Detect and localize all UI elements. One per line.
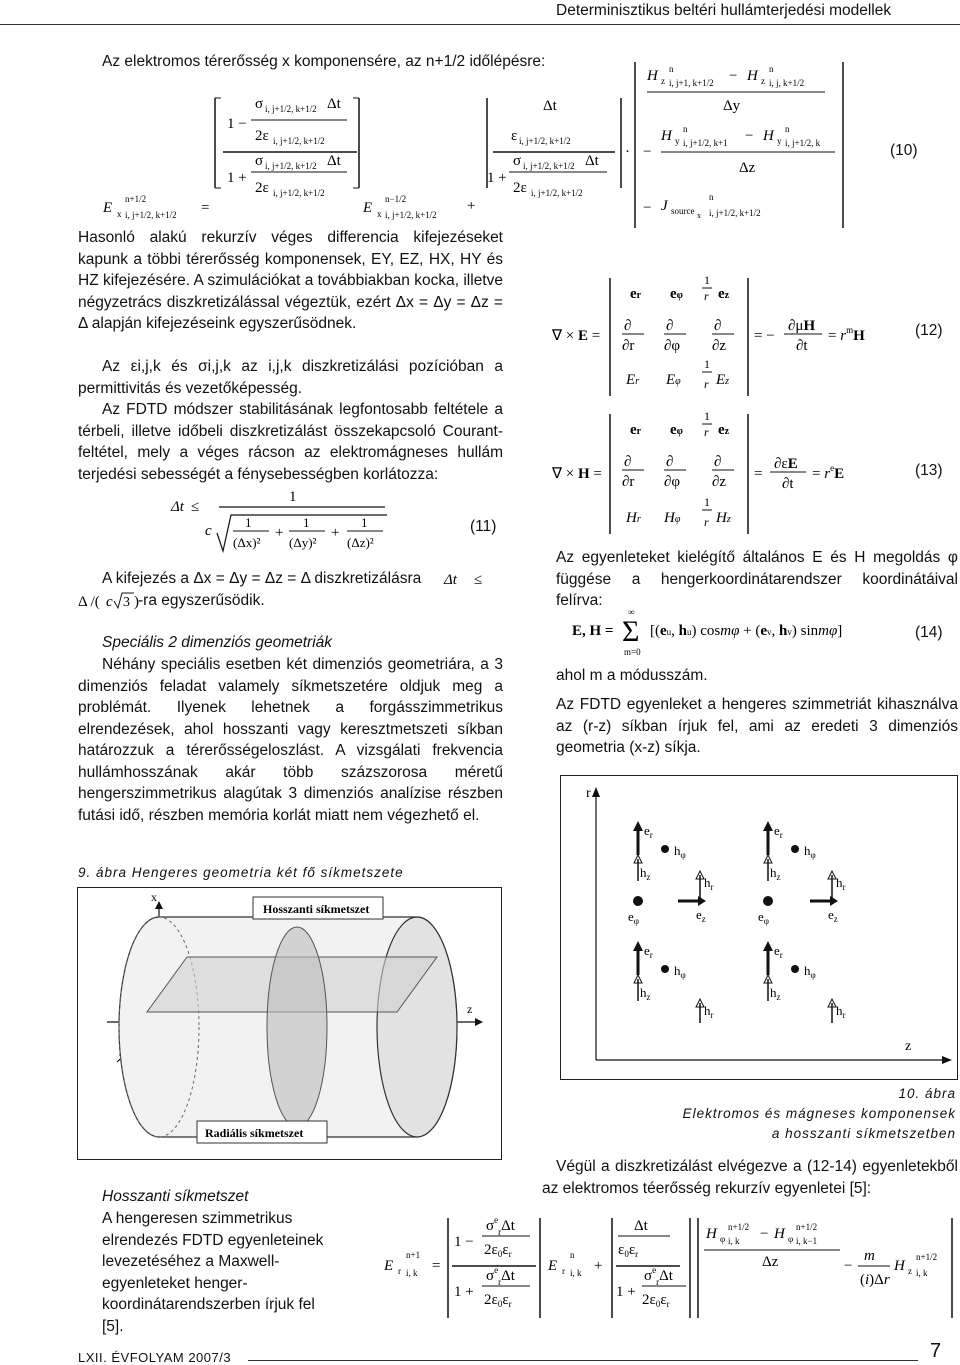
paragraph-5: Néhány speciális esetben két dimenziós geometriára, a 3 dimenziós feladat valamely síkmetszetére oldjuk meg a problémát. Ilyenek lehetnek a forgásszimmetrikus elrendezések, ahol hosszanti vagy keresztmetszeti síkban határozzuk a térerősségeloszlást. A vizsgálati frekvencia hullámhosszának akár több százszorosa méretű hengerszimmetrikus alagútak 3 dimenziós analízise részben futási idő, részben memória korlát miatt nem végezhető el. xyxy=(78,656,503,824)
radial-plane-label: Radiális síkmetszet xyxy=(205,1126,304,1140)
svg-text:∇ × E =: ∇ × E = xyxy=(552,328,601,344)
paragraph-general-solution: Az egyenleteket kielégítő általános E és H megoldás φ függése a hengerkoordinátarendszer koordinátáival felírva: xyxy=(556,549,958,609)
fig10-axis-r: r xyxy=(586,786,591,801)
svg-text:2ε0εr: $2\varepsilon_0\varepsilon_r$ xyxy=(484,1292,512,1309)
svg-text:(i)Δr: (i)Δr xyxy=(860,1272,890,1288)
svg-text:∂φ: ∂φ xyxy=(664,474,681,490)
svg-text:ε0εr: $\varepsilon_0\varepsilon_r$ xyxy=(618,1242,639,1259)
svg-text:Ez: Ez xyxy=(716,372,730,388)
svg-text:x: x xyxy=(697,211,701,220)
svg-text:φ: φ xyxy=(788,1234,794,1244)
svg-text:i, j+1/2, k+1/2: i, j+1/2, k+1/2 xyxy=(265,161,317,171)
svg-text:2ε: 2ε xyxy=(513,180,527,196)
fig10-caption-line3: a hosszanti síkmetszetben xyxy=(771,1126,956,1141)
svg-text:σerΔt: $\sigma^e_r\Delta t$ xyxy=(486,1215,515,1237)
footer-journal: LXII. ÉVFOLYAM 2007/3 xyxy=(78,1350,232,1365)
svg-text:1 +: 1 + xyxy=(616,1284,636,1300)
svg-text:Hz: Hz xyxy=(716,510,731,526)
svg-text:Δz: Δz xyxy=(739,160,756,176)
svg-text:n: n xyxy=(785,124,790,134)
svg-text:i, j+1/2, k+1/2: i, j+1/2, k+1/2 xyxy=(265,104,317,114)
svg-text:φ: φ xyxy=(720,1234,726,1244)
svg-text:∂: ∂ xyxy=(714,454,722,470)
svg-text:x: x xyxy=(117,209,122,219)
svg-text:= reE: = $r^eE$ xyxy=(812,463,845,482)
svg-text:i, j+1/2, k+1/2: i, j+1/2, k+1/2 xyxy=(519,136,571,146)
svg-text:3: 3 xyxy=(123,595,130,610)
svg-text:c: c xyxy=(106,594,113,610)
svg-text:Σ: Σ xyxy=(622,615,640,648)
svg-text:2ε0εr: $2\varepsilon_0\varepsilon_r$ xyxy=(642,1292,670,1309)
svg-text:Δt: Δt xyxy=(171,499,184,515)
svg-text:y: y xyxy=(777,136,782,146)
svg-text:hz: $h_z$ xyxy=(640,865,651,882)
running-header: Determinisztikus beltéri hullámterjedési modellek xyxy=(556,2,892,19)
svg-text:i, j+1/2, k+1/2: i, j+1/2, k+1/2 xyxy=(709,208,761,218)
svg-text:−: − xyxy=(729,68,738,84)
svg-text:σerΔt: $\sigma^e_r\Delta t$ xyxy=(644,1265,673,1287)
svg-text:i, j+1/2, k+1/2: i, j+1/2, k+1/2 xyxy=(385,210,437,220)
eq10-intro: Az elektromos térerősség x komponensére, az n+1/2 időlépésre: xyxy=(102,53,546,70)
svg-text:−: − xyxy=(643,144,652,160)
svg-text:Δz: Δz xyxy=(762,1254,779,1270)
svg-text:r: r xyxy=(704,377,709,391)
svg-text:+: + xyxy=(594,1258,603,1274)
svg-text:source: source xyxy=(671,206,695,216)
svg-text:n: n xyxy=(769,64,774,74)
svg-text:er: $e_r$ xyxy=(644,823,653,840)
paragraph-4a: A kifejezés a Δx = Δy = Δz = Δ diszkretizálásra xyxy=(102,570,422,587)
svg-text:hr: $h_r$ xyxy=(836,875,846,892)
svg-text:n+1/2: n+1/2 xyxy=(916,1252,938,1262)
svg-text:∂: ∂ xyxy=(666,318,674,334)
svg-text:Δt: Δt xyxy=(327,153,341,169)
svg-text:H: H xyxy=(774,1226,785,1242)
svg-text:J: J xyxy=(661,198,668,214)
paragraph-final: Végül a diszkretizálást elvégezve a (12-14) egyenletekből az elektromos téerősség rekurzív egyenletei [5]: xyxy=(542,1158,958,1197)
svg-text:er: er xyxy=(630,422,642,438)
svg-text:z: z xyxy=(761,76,765,86)
svg-text:−: − xyxy=(643,200,652,216)
figure-10-caption xyxy=(600,1084,956,1144)
svg-text:=: = xyxy=(201,200,210,216)
svg-text:[(eu, hu) cosmφ + (ev, hv) sin: [(eu, hu) cosmφ + (ev, hv) sinmφ] xyxy=(650,623,843,639)
longitudinal-plane-label: Hosszanti síkmetszet xyxy=(263,902,370,916)
svg-text:hφ: $h_\varphi$ xyxy=(804,843,816,860)
svg-text:·: · xyxy=(625,144,630,160)
svg-text:∂: ∂ xyxy=(714,318,722,334)
page-number: 7 xyxy=(930,1340,942,1362)
svg-text:er: $e_r$ xyxy=(644,943,653,960)
svg-text:∂: ∂ xyxy=(624,318,632,334)
svg-text:σ: σ xyxy=(513,153,522,169)
svg-text:∂z: ∂z xyxy=(712,338,727,354)
svg-text:1 +: 1 + xyxy=(227,170,247,186)
svg-text:hr: $h_r$ xyxy=(704,875,714,892)
svg-text:=: = xyxy=(754,466,763,482)
svg-text:1: 1 xyxy=(704,357,710,371)
svg-text:Hr: Hr xyxy=(626,510,641,526)
svg-text:∂t: ∂t xyxy=(796,338,808,354)
svg-text:n+1/2: n+1/2 xyxy=(125,194,147,204)
svg-text:∂r: ∂r xyxy=(622,474,635,490)
svg-text:ez: $e_z$ xyxy=(828,907,838,924)
eq11-number: (11) xyxy=(470,518,497,535)
svg-text:z: z xyxy=(661,76,665,86)
svg-text:≤: ≤ xyxy=(191,499,200,515)
svg-text:= −: = − xyxy=(754,328,775,344)
svg-text:∂φ: ∂φ xyxy=(664,338,681,354)
svg-text:eφ: $e_\varphi$ xyxy=(628,909,639,926)
svg-text:ez: $e_z$ xyxy=(696,907,706,924)
svg-text:n: n xyxy=(709,192,714,202)
svg-text:E, H =: E, H = xyxy=(572,623,614,639)
footer-rule xyxy=(248,1360,918,1361)
svg-text:1 −: 1 − xyxy=(454,1234,474,1250)
header-rule xyxy=(0,24,960,25)
svg-text:c: c xyxy=(205,523,212,539)
svg-text:ez: ez xyxy=(718,422,730,438)
axis-z-label: z xyxy=(467,1002,473,1016)
svg-text:E: E xyxy=(363,200,373,216)
svg-text:Er: Er xyxy=(626,372,640,388)
svg-text:i, j+1/2, k+1/2: i, j+1/2, k+1/2 xyxy=(273,188,325,198)
fig10-caption-line1: 10. ábra xyxy=(898,1086,956,1101)
svg-text:(Δy)²: (Δy)² xyxy=(289,535,317,550)
svg-text:H: H xyxy=(894,1258,905,1274)
svg-text:i, k: i, k xyxy=(406,1268,418,1278)
paragraph-fdtd-plane: Az FDTD egyenleket a hengeres szimmetriát kihasználva az (r-z) síkban írjuk fel, ami az eredeti 3 dimenziós geometria (x-z) síkja. xyxy=(556,696,958,756)
svg-text:(Δx)²: (Δx)² xyxy=(233,535,261,550)
svg-text:r: r xyxy=(562,1266,565,1276)
paragraph-mode-number: ahol m a módusszám. xyxy=(556,667,708,684)
svg-text:1: 1 xyxy=(704,273,710,287)
svg-text:Δt: Δt xyxy=(327,96,341,112)
svg-text:hz: $h_z$ xyxy=(770,865,781,882)
eq12-number: (12) xyxy=(915,322,943,339)
svg-text:x: x xyxy=(377,209,382,219)
svg-text:1 +: 1 + xyxy=(487,170,507,186)
figure-10 xyxy=(560,775,958,1080)
svg-text:Hφ: Hφ xyxy=(664,510,681,526)
svg-text:hφ: $h_\varphi$ xyxy=(674,843,686,860)
axis-x-label: x xyxy=(151,890,157,904)
svg-text:σ: σ xyxy=(255,153,264,169)
svg-text:H: H xyxy=(706,1226,717,1242)
svg-text:eφ: eφ xyxy=(670,286,683,302)
svg-text:): ) xyxy=(134,594,139,610)
svg-text:i, j+1/2, k+1/2: i, j+1/2, k+1/2 xyxy=(273,136,325,146)
figure-9-caption: 9. ábra Hengeres geometria két fő síkmetszete xyxy=(78,865,404,880)
svg-text:Δt: Δt xyxy=(634,1218,648,1234)
svg-text:r: r xyxy=(704,515,709,529)
eq13-number: (13) xyxy=(915,462,943,479)
svg-text:+: + xyxy=(275,525,284,541)
svg-text:1 +: 1 + xyxy=(454,1284,474,1300)
svg-text:hr: $h_r$ xyxy=(836,1003,846,1020)
svg-text:n+1/2: n+1/2 xyxy=(728,1222,750,1232)
svg-text:∂εE: ∂εE xyxy=(774,456,798,472)
svg-text:Δt: Δt xyxy=(585,153,599,169)
svg-text:H: H xyxy=(647,68,658,84)
svg-text:i, j, k+1/2: i, j, k+1/2 xyxy=(769,78,805,88)
svg-text:i, j+1/2, k+1/2: i, j+1/2, k+1/2 xyxy=(125,210,177,220)
paragraph-1: Hasonló alakú rekurzív véges differencia kifejezéseket kapunk a többi térerősség komponensek, EY, EZ, HX, HY és HZ kifejezésére. A szimulációkat a továbbiakban kocka, illetve négyzetrács diszkretizálással végeztük, ezért Δx = Δy = Δz = Δ alapján kifejezéseink egyszerűsödnek. xyxy=(78,229,503,332)
svg-text:eφ: $e_\varphi$ xyxy=(758,909,769,926)
svg-text:∞: ∞ xyxy=(628,607,635,617)
svg-text:Δt: Δt xyxy=(444,572,457,588)
svg-text:m: m xyxy=(864,1248,875,1264)
svg-text:−: − xyxy=(745,128,754,144)
fig10-caption-line2: Elektromos és mágneses komponensek xyxy=(682,1106,956,1121)
svg-text:r: r xyxy=(704,289,709,303)
svg-text:hφ: $h_\varphi$ xyxy=(674,963,686,980)
paragraph-6: A hengeresen szimmetrikus elrendezés FDTD egyenleteinek levezetéséhez a Maxwell-egyenleteket henger-koordinátarendszerben írjuk fel [5]. xyxy=(102,1210,324,1335)
svg-text:i, j+1, k+1/2: i, j+1, k+1/2 xyxy=(669,78,714,88)
svg-text:≤: ≤ xyxy=(474,572,483,588)
svg-text:n+1/2: n+1/2 xyxy=(796,1222,818,1232)
svg-text:2ε: 2ε xyxy=(255,128,269,144)
svg-text:hz: $h_z$ xyxy=(640,985,651,1002)
svg-text:i, k: i, k xyxy=(916,1268,928,1278)
svg-text:1: 1 xyxy=(704,495,710,509)
svg-text:= rmH: = $r^mH$ xyxy=(828,325,865,344)
equations-12-13 xyxy=(552,268,872,543)
svg-text:i, j+1/2, k+1/2: i, j+1/2, k+1/2 xyxy=(523,161,575,171)
svg-text:i, k: i, k xyxy=(728,1236,740,1246)
svg-text:r: r xyxy=(398,1266,401,1276)
svg-text:E: E xyxy=(548,1258,558,1274)
svg-text:Eφ: Eφ xyxy=(666,372,681,388)
svg-text:hr: $h_r$ xyxy=(704,1003,714,1020)
eq14-number: (14) xyxy=(915,624,943,641)
svg-text:∂: ∂ xyxy=(624,454,632,470)
svg-text:i, k−1: i, k−1 xyxy=(796,1236,818,1246)
svg-text:y: y xyxy=(675,136,680,146)
paragraph-2: Az εi,j,k és σi,j,k az i,j,k diszkretizálási pozícióban a permittivitás és vezetőképesség. xyxy=(78,358,503,397)
svg-text:H: H xyxy=(747,68,758,84)
svg-text:σ: σ xyxy=(255,96,264,112)
svg-text:n+1: n+1 xyxy=(406,1250,421,1260)
svg-text:=: = xyxy=(432,1258,441,1274)
svg-text:hz: $h_z$ xyxy=(770,985,781,1002)
svg-text:hφ: $h_\varphi$ xyxy=(804,963,816,980)
svg-text:E: E xyxy=(103,200,113,216)
svg-text:m=0: m=0 xyxy=(624,647,641,657)
svg-text:2ε: 2ε xyxy=(255,180,269,196)
equation-final xyxy=(380,1208,958,1326)
equation-10 xyxy=(95,60,855,230)
svg-text:H: H xyxy=(661,128,672,144)
equation-14 xyxy=(570,605,890,659)
fig10-axis-z: z xyxy=(905,1039,912,1054)
svg-text:1: 1 xyxy=(361,515,368,530)
svg-text:H: H xyxy=(763,128,774,144)
svg-text:Δ /(: Δ /( xyxy=(78,594,100,610)
delta-over-c-sqrt3 xyxy=(76,589,138,613)
svg-text:+: + xyxy=(467,198,476,214)
svg-text:i, j+1/2, k+1: i, j+1/2, k+1 xyxy=(683,138,728,148)
svg-text:+: + xyxy=(331,525,340,541)
heading-longitudinal: Hosszanti síkmetszet xyxy=(102,1188,249,1205)
dt-leq-symbol xyxy=(440,568,504,590)
svg-text:ε: ε xyxy=(511,128,518,144)
svg-text:eφ: eφ xyxy=(670,422,683,438)
svg-text:Δt: Δt xyxy=(543,98,557,114)
svg-text:i, j+1/2, k+1/2: i, j+1/2, k+1/2 xyxy=(531,188,583,198)
svg-text:i, j+1/2, k: i, j+1/2, k xyxy=(785,138,821,148)
svg-text:er: er xyxy=(630,286,642,302)
svg-text:ez: ez xyxy=(718,286,730,302)
svg-text:n: n xyxy=(669,64,674,74)
svg-text:1: 1 xyxy=(704,409,710,423)
svg-text:−: − xyxy=(760,1226,769,1242)
svg-text:z: z xyxy=(908,1266,912,1276)
svg-text:er: $e_r$ xyxy=(774,823,783,840)
svg-text:∂μH: ∂μH xyxy=(788,318,816,334)
heading-2d-geometry: Speciális 2 dimenziós geometriák xyxy=(102,634,333,651)
svg-text:1: 1 xyxy=(289,489,297,505)
svg-text:r: r xyxy=(704,425,709,439)
svg-text:∂z: ∂z xyxy=(712,474,727,490)
svg-text:1: 1 xyxy=(245,515,252,530)
svg-text:n: n xyxy=(570,1250,575,1260)
paragraph-4b: -ra egyszerűsödik. xyxy=(138,592,265,609)
figure-9 xyxy=(77,887,502,1160)
svg-text:n: n xyxy=(683,124,688,134)
svg-text:er: $e_r$ xyxy=(774,943,783,960)
svg-text:2ε0εr: $2\varepsilon_0\varepsilon_r$ xyxy=(484,1242,512,1259)
svg-text:−: − xyxy=(844,1258,853,1274)
paragraph-3: Az FDTD módszer stabilitásának legfontosabb feltétele a térbeli, illetve időbeli diszkretizálást összekapcsoló Courant-feltétel, mely a véges rácson az elektromágneses hullám terjedési sebességét a fénysebességben korlátozza: xyxy=(78,401,503,483)
svg-text:∂: ∂ xyxy=(666,454,674,470)
svg-text:σerΔt: $\sigma^e_r\Delta t$ xyxy=(486,1265,515,1287)
svg-text:∂r: ∂r xyxy=(622,338,635,354)
svg-text:Δy: Δy xyxy=(723,98,741,114)
svg-text:∇ × H =: ∇ × H = xyxy=(552,466,602,482)
svg-text:1: 1 xyxy=(303,515,310,530)
svg-text:i, k: i, k xyxy=(570,1268,582,1278)
svg-text:E: E xyxy=(384,1258,394,1274)
svg-text:n−1/2: n−1/2 xyxy=(385,194,407,204)
equation-11 xyxy=(165,485,395,560)
svg-text:∂t: ∂t xyxy=(782,476,794,492)
eq10-number: (10) xyxy=(890,142,918,159)
svg-text:1 −: 1 − xyxy=(227,116,247,132)
svg-text:(Δz)²: (Δz)² xyxy=(347,535,374,550)
